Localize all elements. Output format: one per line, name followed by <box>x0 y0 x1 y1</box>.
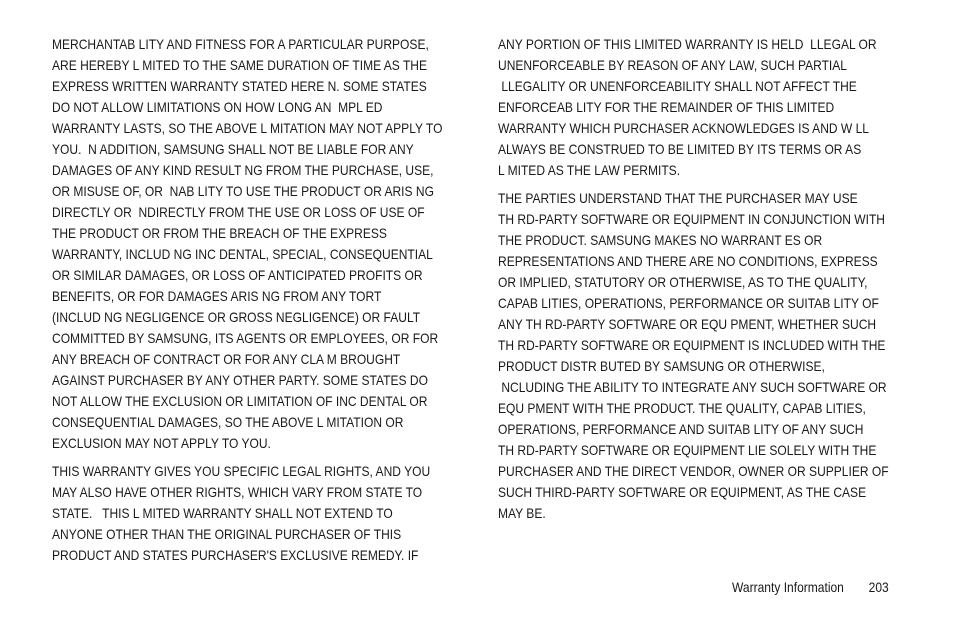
text-line: ANY TH RD-PARTY SOFTWARE OR EQU PMENT, WHETHER SUCH <box>498 317 877 332</box>
text-line: ANYONE OTHER THAN THE ORIGINAL PURCHASER OF THIS <box>52 527 402 542</box>
text-line: DIRECTLY OR NDIRECTLY FROM THE USE OR LOSS OF USE OF <box>52 205 425 220</box>
text-line: BENEFITS, OR FOR DAMAGES ARIS NG FROM ANY TORT <box>52 289 382 304</box>
footer-section-title: Warranty Information <box>732 580 844 595</box>
text-line: COMMITTED BY SAMSUNG, ITS AGENTS OR EMPLOYEES, OR FOR <box>52 331 439 346</box>
text-line: OR SIMILAR DAMAGES, OR LOSS OF ANTICIPATED PROFITS OR <box>52 268 423 283</box>
text-line: L MITED AS THE LAW PERMITS. <box>498 163 681 178</box>
text-line: MAY BE. <box>498 506 546 521</box>
text-line: CAPAB LITIES, OPERATIONS, PERFORMANCE OR SUITAB LITY OF <box>498 296 879 311</box>
text-line: NOT ALLOW THE EXCLUSION OR LIMITATION OF INC DENTAL OR <box>52 394 428 409</box>
text-line: PRODUCT DISTR BUTED BY SAMSUNG OR OTHERWISE, <box>498 359 825 374</box>
text-line: OPERATIONS, PERFORMANCE AND SUITAB LITY OF ANY SUCH <box>498 422 864 437</box>
right-paragraph-2 <box>498 188 896 524</box>
text-line: WARRANTY LASTS, SO THE ABOVE L MITATION MAY NOT APPLY TO <box>52 121 443 136</box>
text-line: OR IMPLIED, STATUTORY OR OTHERWISE, AS TO THE QUALITY, <box>498 275 868 290</box>
text-line: MAY ALSO HAVE OTHER RIGHTS, WHICH VARY FROM STATE TO <box>52 485 423 500</box>
text-line: AGAINST PURCHASER BY ANY OTHER PARTY. SOME STATES DO <box>52 373 428 388</box>
text-line: DO NOT ALLOW LIMITATIONS ON HOW LONG AN MPL ED <box>52 100 383 115</box>
text-line: ALWAYS BE CONSTRUED TO BE LIMITED BY ITS TERMS OR AS <box>498 142 862 157</box>
text-line: CONSEQUENTIAL DAMAGES, SO THE ABOVE L MITATION OR <box>52 415 404 430</box>
text-line: NCLUDING THE ABILITY TO INTEGRATE ANY SUCH SOFTWARE OR <box>498 380 887 395</box>
text-line: DAMAGES OF ANY KIND RESULT NG FROM THE PURCHASE, USE, <box>52 163 434 178</box>
text-line: ENFORCEAB LITY FOR THE REMAINDER OF THIS LIMITED <box>498 100 835 115</box>
left-column <box>52 34 450 566</box>
text-line: EXPRESS WRITTEN WARRANTY STATED HERE N. SOME STATES <box>52 79 427 94</box>
text-line: EQU PMENT WITH THE PRODUCT. THE QUALITY, CAPAB LITIES, <box>498 401 866 416</box>
text-line: THE PARTIES UNDERSTAND THAT THE PURCHASER MAY USE <box>498 191 858 206</box>
right-column <box>498 34 896 524</box>
text-line: WARRANTY WHICH PURCHASER ACKNOWLEDGES IS AND W LL <box>498 121 869 136</box>
text-line: THIS WARRANTY GIVES YOU SPECIFIC LEGAL RIGHTS, AND YOU <box>52 464 431 479</box>
text-line: ANY BREACH OF CONTRACT OR FOR ANY CLA M BROUGHT <box>52 352 401 367</box>
text-line: ANY PORTION OF THIS LIMITED WARRANTY IS HELD LLEGAL OR <box>498 37 877 52</box>
left-paragraph-1 <box>52 34 450 454</box>
page-footer <box>732 578 889 598</box>
text-line: YOU. N ADDITION, SAMSUNG SHALL NOT BE LIABLE FOR ANY <box>52 142 414 157</box>
text-line: PRODUCT AND STATES PURCHASER'S EXCLUSIVE REMEDY. IF <box>52 548 419 563</box>
text-line: TH RD-PARTY SOFTWARE OR EQUIPMENT LIE SOLELY WITH THE <box>498 443 877 458</box>
text-line: MERCHANTAB LITY AND FITNESS FOR A PARTICULAR PURPOSE, <box>52 37 429 52</box>
text-line: OR MISUSE OF, OR NAB LITY TO USE THE PRODUCT OR ARIS NG <box>52 184 434 199</box>
left-paragraph-2 <box>52 461 450 566</box>
text-line: PURCHASER AND THE DIRECT VENDOR, OWNER OR SUPPLIER OF <box>498 464 889 479</box>
text-line: TH RD-PARTY SOFTWARE OR EQUIPMENT IN CONJUNCTION WITH <box>498 212 885 227</box>
text-line: TH RD-PARTY SOFTWARE OR EQUIPMENT IS INCLUDED WITH THE <box>498 338 886 353</box>
text-line: ARE HEREBY L MITED TO THE SAME DURATION OF TIME AS THE <box>52 58 428 73</box>
text-line: EXCLUSION MAY NOT APPLY TO YOU. <box>52 436 271 451</box>
text-line: SUCH THIRD-PARTY SOFTWARE OR EQUIPMENT, AS THE CASE <box>498 485 867 500</box>
text-line: UNENFORCEABLE BY REASON OF ANY LAW, SUCH PARTIAL <box>498 58 847 73</box>
text-line: LLEGALITY OR UNENFORCEABILITY SHALL NOT AFFECT THE <box>498 79 857 94</box>
text-line: THE PRODUCT. SAMSUNG MAKES NO WARRANT ES OR <box>498 233 823 248</box>
right-paragraph-1 <box>498 34 896 181</box>
text-line: STATE. THIS L MITED WARRANTY SHALL NOT EXTEND TO <box>52 506 393 521</box>
text-line: (INCLUD NG NEGLIGENCE OR GROSS NEGLIGENCE) OR FAULT <box>52 310 421 325</box>
text-line: WARRANTY, INCLUD NG INC DENTAL, SPECIAL, CONSEQUENTIAL <box>52 247 433 262</box>
page-number: 203 <box>868 580 889 595</box>
text-line: THE PRODUCT OR FROM THE BREACH OF THE EXPRESS <box>52 226 387 241</box>
text-line: REPRESENTATIONS AND THERE ARE NO CONDITIONS, EXPRESS <box>498 254 878 269</box>
